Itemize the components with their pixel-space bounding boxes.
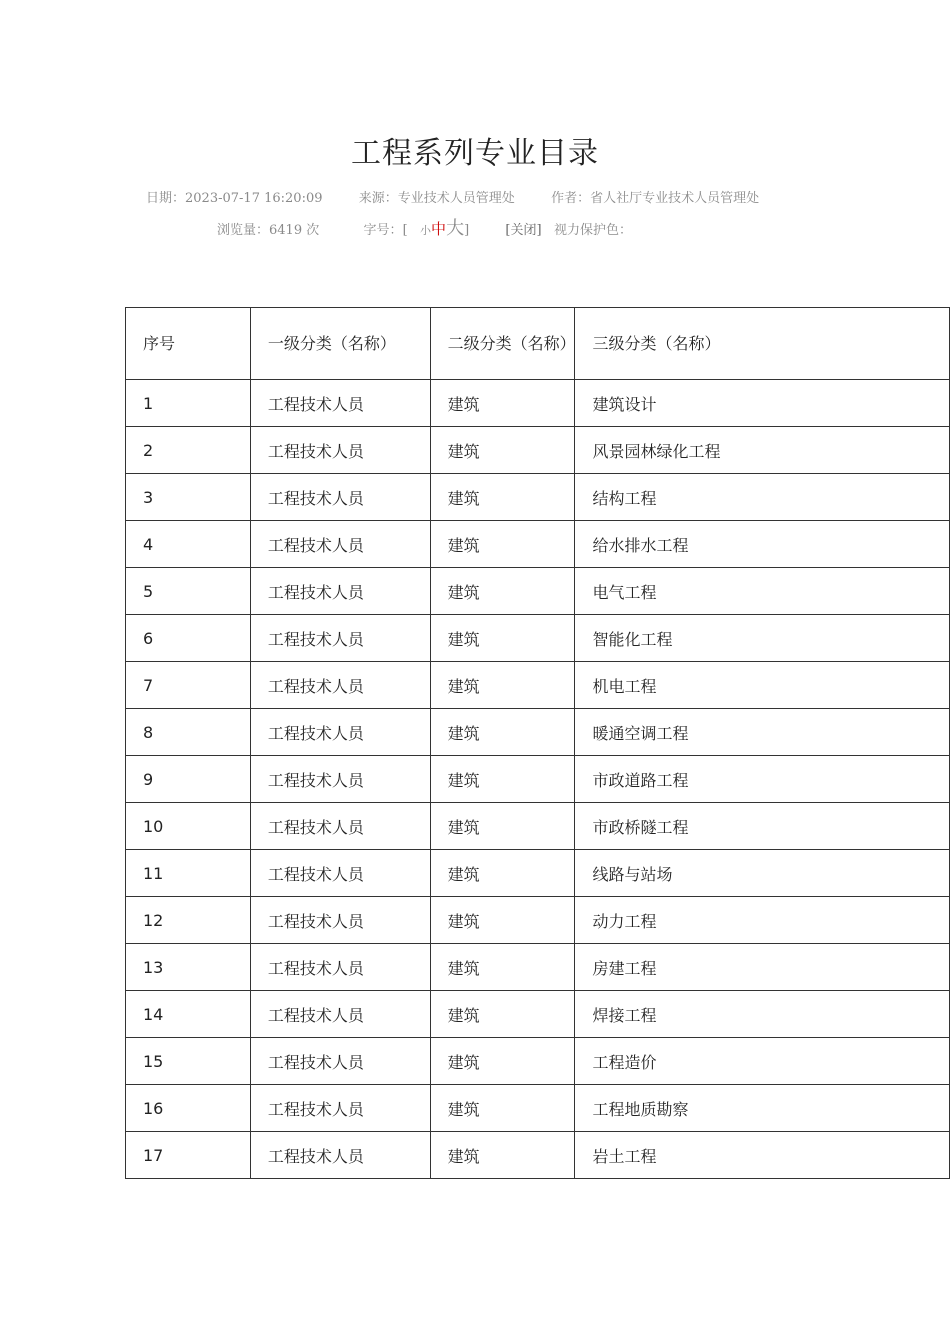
cell-index: 8	[126, 709, 251, 756]
cell-level3: 岩土工程	[575, 1132, 950, 1179]
table-row	[126, 1132, 950, 1179]
table-row	[126, 850, 950, 897]
cell-level2: 建筑	[430, 1132, 575, 1179]
cell-index: 1	[126, 380, 251, 427]
font-size-label: 字号：	[363, 223, 403, 238]
views-count: 6419	[269, 223, 303, 238]
table-header-row	[126, 308, 950, 380]
cell-level1: 工程技术人员	[250, 615, 430, 662]
table-row	[126, 380, 950, 427]
cell-index: 17	[126, 1132, 251, 1179]
cell-index: 6	[126, 615, 251, 662]
cell-level3: 线路与站场	[575, 850, 950, 897]
cell-level3: 智能化工程	[575, 615, 950, 662]
table-row	[126, 1085, 950, 1132]
cell-level3: 焊接工程	[575, 991, 950, 1038]
table-row	[126, 897, 950, 944]
date-value: 2023-07-17 16:20:09	[185, 191, 323, 206]
table-row	[126, 521, 950, 568]
cell-index: 11	[126, 850, 251, 897]
cell-index: 15	[126, 1038, 251, 1085]
cell-level2: 建筑	[430, 568, 575, 615]
font-size-bracket-close: ]	[464, 223, 470, 238]
cell-level2: 建筑	[430, 427, 575, 474]
cell-level1: 工程技术人员	[250, 709, 430, 756]
header-cell-level3: 三级分类（名称）	[575, 308, 950, 380]
close-button[interactable]: [关闭]	[505, 223, 542, 238]
table-row	[126, 1038, 950, 1085]
cell-level2: 建筑	[430, 803, 575, 850]
cell-level1: 工程技术人员	[250, 1085, 430, 1132]
cell-level3: 房建工程	[575, 944, 950, 991]
cell-level3: 机电工程	[575, 662, 950, 709]
header-cell-level1: 一级分类（名称）	[250, 308, 430, 380]
cell-level3: 动力工程	[575, 897, 950, 944]
table-row	[126, 756, 950, 803]
cell-level2: 建筑	[430, 662, 575, 709]
cell-level3: 建筑设计	[575, 380, 950, 427]
cell-level2: 建筑	[430, 944, 575, 991]
cell-level2: 建筑	[430, 521, 575, 568]
cell-level3: 工程造价	[575, 1038, 950, 1085]
table-row	[126, 615, 950, 662]
cell-level1: 工程技术人员	[250, 427, 430, 474]
cell-level1: 工程技术人员	[250, 521, 430, 568]
cell-index: 5	[126, 568, 251, 615]
views-unit: 次	[306, 223, 320, 238]
cell-level1: 工程技术人员	[250, 1132, 430, 1179]
cell-level1: 工程技术人员	[250, 474, 430, 521]
cell-level2: 建筑	[430, 1038, 575, 1085]
font-size-bracket-open: [	[402, 223, 408, 238]
cell-index: 13	[126, 944, 251, 991]
specialty-catalog-table	[125, 307, 950, 1179]
header-cell-level2: 二级分类（名称）	[430, 308, 575, 380]
article-meta-line-1	[146, 187, 759, 206]
cell-level1: 工程技术人员	[250, 991, 430, 1038]
font-size-large-button[interactable]: 大	[446, 218, 465, 239]
cell-index: 4	[126, 521, 251, 568]
author-label: 作者：	[551, 191, 591, 206]
cell-index: 2	[126, 427, 251, 474]
table-row	[126, 991, 950, 1038]
cell-level2: 建筑	[430, 756, 575, 803]
cell-level3: 给水排水工程	[575, 521, 950, 568]
table-row	[126, 944, 950, 991]
table-row	[126, 803, 950, 850]
cell-level3: 风景园林绿化工程	[575, 427, 950, 474]
cell-level2: 建筑	[430, 709, 575, 756]
cell-level1: 工程技术人员	[250, 897, 430, 944]
cell-level3: 市政道路工程	[575, 756, 950, 803]
cell-level2: 建筑	[430, 991, 575, 1038]
cell-index: 12	[126, 897, 251, 944]
cell-level2: 建筑	[430, 850, 575, 897]
cell-level2: 建筑	[430, 615, 575, 662]
cell-level3: 工程地质勘察	[575, 1085, 950, 1132]
cell-index: 14	[126, 991, 251, 1038]
cell-level1: 工程技术人员	[250, 380, 430, 427]
table-row	[126, 474, 950, 521]
table-row	[126, 709, 950, 756]
cell-index: 9	[126, 756, 251, 803]
cell-index: 3	[126, 474, 251, 521]
cell-level3: 暖通空调工程	[575, 709, 950, 756]
cell-level1: 工程技术人员	[250, 944, 430, 991]
author-value: 省人社厅专业技术人员管理处	[590, 191, 760, 206]
cell-level1: 工程技术人员	[250, 850, 430, 897]
font-size-small-button[interactable]: 小	[420, 224, 432, 237]
date-label: 日期：	[146, 191, 186, 206]
cell-level3: 市政桥隧工程	[575, 803, 950, 850]
cell-index: 7	[126, 662, 251, 709]
cell-level1: 工程技术人员	[250, 756, 430, 803]
cell-level1: 工程技术人员	[250, 803, 430, 850]
table-row	[126, 568, 950, 615]
cell-level2: 建筑	[430, 1085, 575, 1132]
font-size-medium-button[interactable]: 中	[431, 220, 447, 238]
table-row	[126, 662, 950, 709]
cell-level1: 工程技术人员	[250, 1038, 430, 1085]
header-cell-index: 序号	[126, 308, 251, 380]
source-value: 专业技术人员管理处	[397, 191, 515, 206]
article-meta-line-2	[217, 214, 632, 240]
cell-level3: 结构工程	[575, 474, 950, 521]
table-row	[126, 427, 950, 474]
cell-level1: 工程技术人员	[250, 568, 430, 615]
cell-level1: 工程技术人员	[250, 662, 430, 709]
source-label: 来源：	[358, 191, 398, 206]
cell-level2: 建筑	[430, 897, 575, 944]
page-title: 工程系列专业目录	[351, 136, 599, 171]
cell-index: 10	[126, 803, 251, 850]
views-label: 浏览量：	[217, 223, 270, 238]
cell-level2: 建筑	[430, 380, 575, 427]
cell-level2: 建筑	[430, 474, 575, 521]
cell-level3: 电气工程	[575, 568, 950, 615]
cell-index: 16	[126, 1085, 251, 1132]
eye-protection-color-label[interactable]: 视力保护色：	[553, 223, 632, 238]
